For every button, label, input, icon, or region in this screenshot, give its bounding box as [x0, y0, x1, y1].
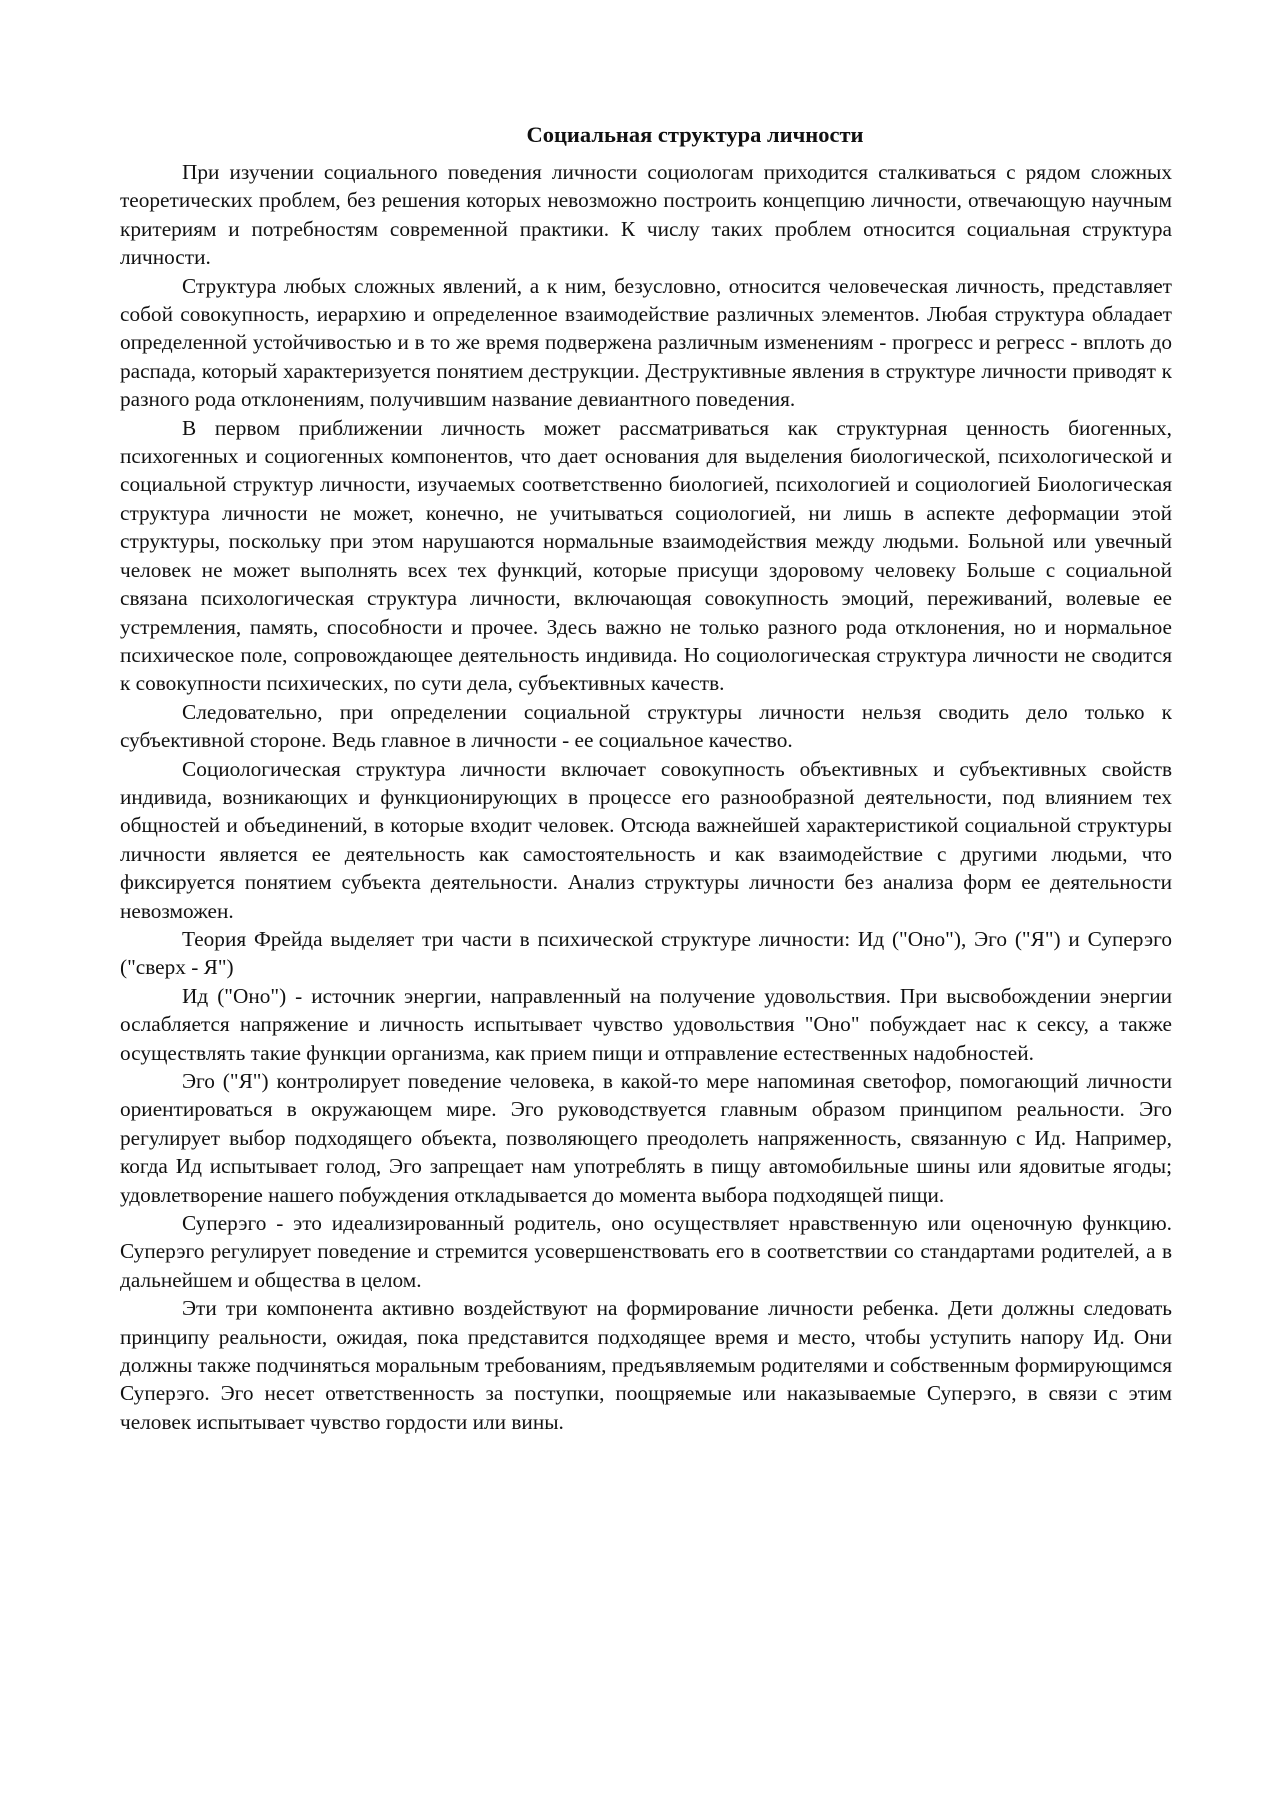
paragraph-3: В первом приближении личность может рассматриваться как структурная ценность биогенных, психогенных и социогенных компонентов, что дает основания для выделения биологической, психологической и социальной структур личности, изучаемых соответственно биологией, психологией и социологией Биологическая структура личности не может, конечно, не учитываться социологией, ни лишь в аспекте деформации этой структуры, поскольку при этом нарушаются нормальные взаимодействия между людьми. Больной или увечный человек не может выполнять всех тех функций, которые присущи здоровому человеку Больше с социальной связана психологическая структура личности, включающая совокупность эмоций, переживаний, волевые ее устремления, память, способности и прочее. Здесь важно не только разного рода отклонения, но и нормальное психическое поле, сопровождающее деятельность индивида. Но социологическая структура личности не сводится к совокупности психических, по сути дела, субъективных качеств. [120, 415, 1172, 696]
paragraph-6: Теория Фрейда выделяет три части в психической структуре личности: Ид ("Оно"), Эго ("Я") и Суперэго ("сверх - Я") [120, 926, 1172, 980]
paragraph-7: Ид ("Оно") - источник энергии, направленный на получение удовольствия. При высвобождении энергии ослабляется напряжение и личность испытывает чувство удовольствия "Оно" побуждает нас к сексу, а также осуществлять такие функции организма, как прием пищи и отправление естественных надобностей. [120, 983, 1172, 1065]
document-title: Социальная структура личности [526, 122, 864, 147]
paragraph-8: Эго ("Я") контролирует поведение человека, в какой-то мере напоминая светофор, помогающий личности ориентироваться в окружающем мире. Эго руководствуется главным образом принципом реальности. Эго регулирует выбор подходящего объекта, позволяющего преодолеть напряженность, связанную с Ид. Например, когда Ид испытывает голод, Эго запрещает нам употреблять в пищу автомобильные шины или ядовитые ягоды; удовлетворение нашего побуждения откладывается до момента выбора подходящей пищи. [120, 1069, 1172, 1207]
document-body [120, 120, 1172, 1436]
paragraph-5: Социологическая структура личности включает совокупность объективных и субъективных свойств индивида, возникающих и функционирующих в процессе его разнообразной деятельности, под влиянием тех общностей и объединений, в которые входит человек. Отсюда важнейшей характеристикой социальной структуры личности является ее деятельность как самостоятельность и как взаимодействие с другими людьми, что фиксируется понятием субъекта деятельности. Анализ структуры личности без анализа форм ее деятельности невозможен. [120, 756, 1172, 923]
paragraph-2: Структура любых сложных явлений, а к ним, безусловно, относится человеческая личность, представляет собой совокупность, иерархию и определенное взаимодействие различных элементов. Любая структура обладает определенной устойчивостью и в то же время подвержена различным изменениям - прогресс и регресс - вплоть до распада, который характеризуется понятием деструкции. Деструктивные явления в структуре личности приводят к разного рода отклонениям, получившим название девиантного поведения. [120, 273, 1172, 412]
paragraph-4: Следовательно, при определении социальной структуры личности нельзя сводить дело только к субъективной стороне. Ведь главное в личности - ее социальное качество. [120, 699, 1172, 753]
paragraph-1: При изучении социального поведения личности социологам приходится сталкиваться с рядом сложных теоретических проблем, без решения которых невозможно построить концепцию личности, отвечающую научным критериям и потребностям современной практики. К числу таких проблем относится социальная структура личности. [120, 160, 1172, 270]
paragraph-9: Суперэго - это идеализированный родитель, оно осуществляет нравственную или оценочную функцию. Суперэго регулирует поведение и стремится усовершенствовать его в соответствии со стандартами родителей, а в дальнейшем и общества в целом. [120, 1211, 1172, 1292]
paragraph-10: Эти три компонента активно воздействуют на формирование личности ребенка. Дети должны следовать принципу реальности, ожидая, пока представится подходящее время и место, чтобы уступить напору Ид. Они должны также подчиняться моральным требованиям, предъявляемым родителями и собственным формирующимся Суперэго. Эго несет ответственность за поступки, поощряемые или наказываемые Суперэго, в связи с этим человек испытывает чувство гордости или вины. [120, 1296, 1172, 1434]
